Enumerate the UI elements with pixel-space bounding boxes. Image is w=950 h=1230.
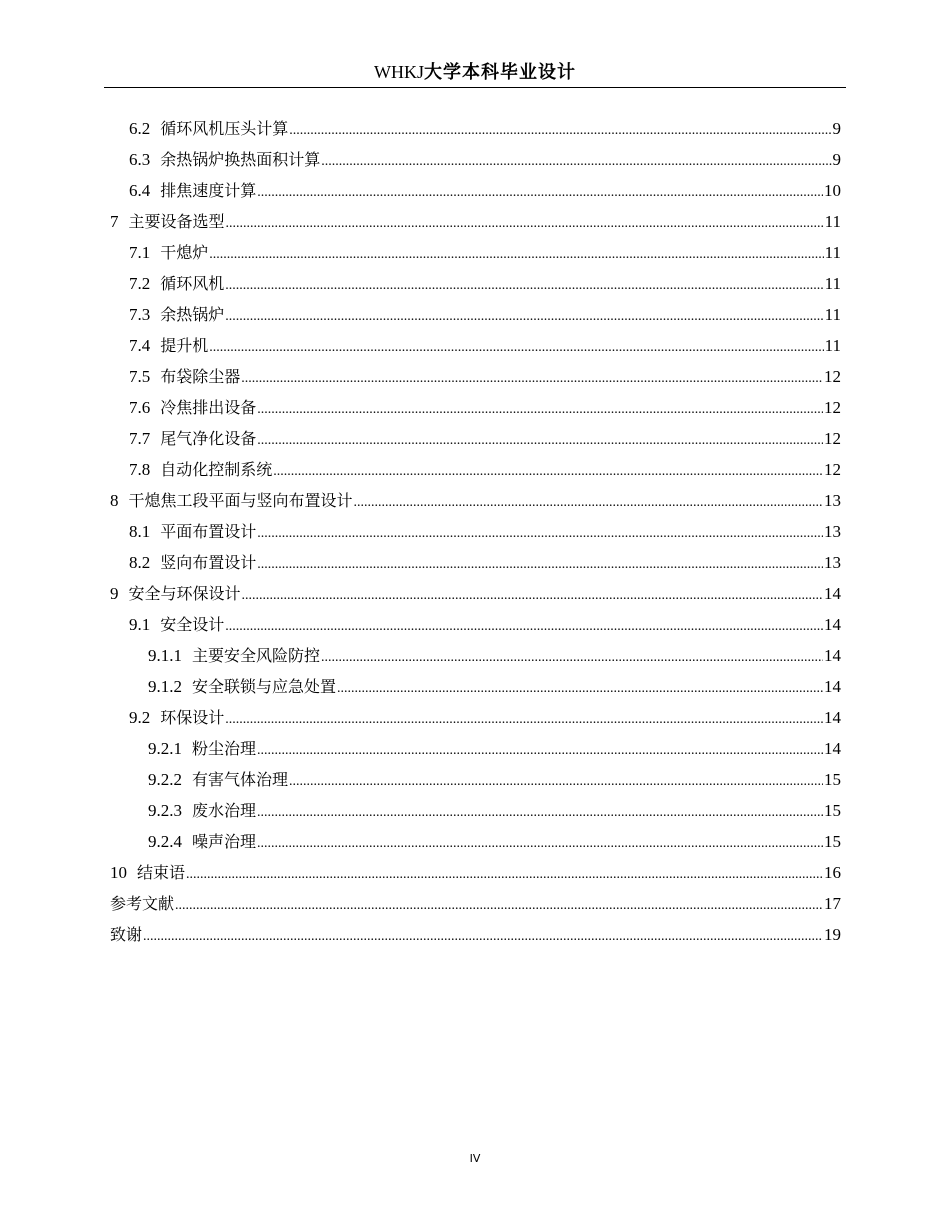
toc-dot-leader xyxy=(242,580,823,611)
toc-entry-page: 11 xyxy=(824,274,841,293)
toc-entry-page: 17 xyxy=(824,894,841,913)
toc-dot-leader xyxy=(273,456,823,487)
toc-entry-number: 7.6 xyxy=(129,398,151,417)
toc-entry-number: 9 xyxy=(110,584,119,603)
toc-dot-leader xyxy=(226,208,824,239)
toc-entry-page: 14 xyxy=(824,708,841,727)
toc-entry-number: 7.3 xyxy=(129,305,151,324)
toc-entry-title: 平面布置设计 xyxy=(160,522,257,541)
toc-entry[interactable] xyxy=(110,516,841,547)
toc-entry-title: 冷焦排出设备 xyxy=(160,398,257,417)
toc-entry-number: 7.4 xyxy=(129,336,151,355)
toc-entry-page: 14 xyxy=(824,646,841,665)
toc-entry-title: 干熄焦工段平面与竖向布置设计 xyxy=(128,491,353,510)
toc-entry[interactable] xyxy=(110,113,841,144)
toc-entry-title: 粉尘治理 xyxy=(192,739,257,758)
toc-entry-page: 12 xyxy=(824,367,841,386)
header-title xyxy=(374,62,576,83)
toc-entry-page: 13 xyxy=(824,553,841,572)
toc-entry-title: 余热锅炉 xyxy=(160,305,225,324)
toc-dot-leader xyxy=(354,487,823,518)
toc-entry-page: 11 xyxy=(824,336,841,355)
toc-entry-page: 10 xyxy=(824,181,841,200)
toc-dot-leader xyxy=(225,270,823,301)
toc-entry-page: 9 xyxy=(832,150,841,169)
toc-entry[interactable] xyxy=(110,764,841,795)
toc-entry-number: 7.7 xyxy=(129,429,151,448)
toc-entry-number: 9.2.3 xyxy=(148,801,182,820)
toc-entry[interactable] xyxy=(110,361,841,392)
toc-entry[interactable] xyxy=(110,299,841,330)
toc-dot-leader xyxy=(257,735,823,766)
toc-entry-title: 自动化控制系统 xyxy=(160,460,273,479)
table-of-contents xyxy=(110,113,841,950)
toc-dot-leader xyxy=(257,797,823,828)
toc-entry-title: 环保设计 xyxy=(160,708,225,727)
toc-dot-leader xyxy=(337,673,823,704)
toc-entry-title: 安全设计 xyxy=(160,615,225,634)
toc-entry-title: 提升机 xyxy=(160,336,209,355)
toc-entry-number: 6.2 xyxy=(129,119,151,138)
toc-dot-leader xyxy=(289,766,823,797)
toc-entry-number: 7.1 xyxy=(129,243,151,262)
toc-dot-leader xyxy=(257,394,823,425)
page-number: IV xyxy=(469,1152,481,1165)
toc-entry[interactable] xyxy=(110,206,841,237)
toc-dot-leader xyxy=(143,921,823,952)
toc-dot-leader xyxy=(225,611,823,642)
toc-entry-number: 10 xyxy=(110,863,127,882)
toc-entry-title: 竖向布置设计 xyxy=(160,553,257,572)
toc-entry-page: 16 xyxy=(824,863,841,882)
toc-entry-page: 11 xyxy=(824,243,841,262)
toc-entry-number: 9.2 xyxy=(129,708,151,727)
toc-entry-page: 12 xyxy=(824,460,841,479)
toc-entry-page: 9 xyxy=(832,119,841,138)
toc-entry[interactable] xyxy=(110,826,841,857)
toc-entry-page: 14 xyxy=(824,739,841,758)
toc-entry-title: 尾气净化设备 xyxy=(160,429,257,448)
toc-entry-title: 有害气体治理 xyxy=(192,770,289,789)
toc-entry-number: 9.2.2 xyxy=(148,770,182,789)
toc-entry[interactable] xyxy=(110,640,841,671)
toc-entry-page: 11 xyxy=(824,305,841,324)
toc-entry-title: 排焦速度计算 xyxy=(160,181,257,200)
toc-dot-leader xyxy=(257,177,823,208)
toc-entry-page: 12 xyxy=(824,429,841,448)
toc-entry[interactable] xyxy=(110,454,841,485)
toc-entry-number: 6.4 xyxy=(129,181,151,200)
toc-entry-page: 15 xyxy=(824,770,841,789)
toc-entry[interactable] xyxy=(110,485,841,516)
toc-entry-number: 9.1.2 xyxy=(148,677,182,696)
toc-entry-number: 9.1.1 xyxy=(148,646,182,665)
toc-entry-page: 11 xyxy=(824,212,841,231)
toc-entry-title: 循环风机 xyxy=(160,274,225,293)
toc-entry-page: 19 xyxy=(824,925,841,944)
toc-entry-number: 8.2 xyxy=(129,553,151,572)
toc-dot-leader xyxy=(257,518,823,549)
toc-entry-page: 14 xyxy=(824,615,841,634)
toc-dot-leader xyxy=(257,549,823,580)
toc-entry[interactable] xyxy=(110,237,841,268)
toc-entry[interactable] xyxy=(110,795,841,826)
toc-entry-number: 9.2.4 xyxy=(148,832,182,851)
toc-entry-title: 循环风机压头计算 xyxy=(160,119,289,138)
toc-dot-leader xyxy=(186,859,823,890)
toc-entry-title: 主要设备选型 xyxy=(128,212,225,231)
toc-entry[interactable] xyxy=(110,609,841,640)
toc-entry-number: 7.8 xyxy=(129,460,151,479)
toc-entry-number: 9.2.1 xyxy=(148,739,182,758)
toc-dot-leader xyxy=(209,239,823,270)
toc-entry-page: 15 xyxy=(824,832,841,851)
toc-dot-leader xyxy=(225,301,823,332)
toc-entry-title: 余热锅炉换热面积计算 xyxy=(160,150,321,169)
toc-entry-title: 噪声治理 xyxy=(192,832,257,851)
toc-entry[interactable] xyxy=(110,392,841,423)
toc-dot-leader xyxy=(257,425,823,456)
toc-entry[interactable] xyxy=(110,671,841,702)
toc-entry[interactable] xyxy=(110,888,841,919)
toc-entry[interactable] xyxy=(110,919,841,950)
toc-entry-number: 6.3 xyxy=(129,150,151,169)
toc-entry[interactable] xyxy=(110,733,841,764)
toc-entry-title: 参考文献 xyxy=(110,894,175,913)
toc-entry[interactable] xyxy=(110,857,841,888)
toc-entry-page: 14 xyxy=(824,584,841,603)
toc-entry-title: 废水治理 xyxy=(192,801,257,820)
toc-entry[interactable] xyxy=(110,330,841,361)
toc-entry-page: 13 xyxy=(824,491,841,510)
toc-dot-leader xyxy=(225,704,823,735)
toc-entry-number: 7.5 xyxy=(129,367,151,386)
toc-entry[interactable] xyxy=(110,578,841,609)
toc-entry-title: 布袋除尘器 xyxy=(160,367,241,386)
toc-entry[interactable] xyxy=(110,175,841,206)
toc-entry-number: 7.2 xyxy=(129,274,151,293)
header-title-text: 大学本科毕业设计 xyxy=(424,62,576,83)
toc-entry-number: 8.1 xyxy=(129,522,151,541)
toc-dot-leader xyxy=(175,890,823,921)
toc-entry[interactable] xyxy=(110,423,841,454)
toc-entry-number: 8 xyxy=(110,491,119,510)
toc-entry-page: 14 xyxy=(824,677,841,696)
toc-dot-leader xyxy=(321,146,831,177)
toc-entry-title: 安全与环保设计 xyxy=(128,584,241,603)
toc-entry-title: 致谢 xyxy=(110,925,143,944)
toc-dot-leader xyxy=(257,828,823,859)
toc-entry[interactable] xyxy=(110,144,841,175)
toc-entry-title: 安全联锁与应急处置 xyxy=(192,677,337,696)
toc-entry-number: 9.1 xyxy=(129,615,151,634)
toc-entry-title: 干熄炉 xyxy=(160,243,209,262)
toc-entry-page: 12 xyxy=(824,398,841,417)
toc-dot-leader xyxy=(209,332,823,363)
toc-dot-leader xyxy=(289,115,831,146)
page-header xyxy=(104,58,846,88)
toc-dot-leader xyxy=(241,363,823,394)
toc-entry[interactable] xyxy=(110,268,841,299)
toc-entry-page: 15 xyxy=(824,801,841,820)
header-title-latin: WHKJ xyxy=(374,62,424,82)
toc-entry-number: 7 xyxy=(110,212,119,231)
toc-entry[interactable] xyxy=(110,702,841,733)
toc-entry-title: 主要安全风险防控 xyxy=(192,646,321,665)
toc-entry[interactable] xyxy=(110,547,841,578)
toc-entry-title: 结束语 xyxy=(137,863,186,882)
toc-dot-leader xyxy=(321,642,823,673)
toc-entry-page: 13 xyxy=(824,522,841,541)
